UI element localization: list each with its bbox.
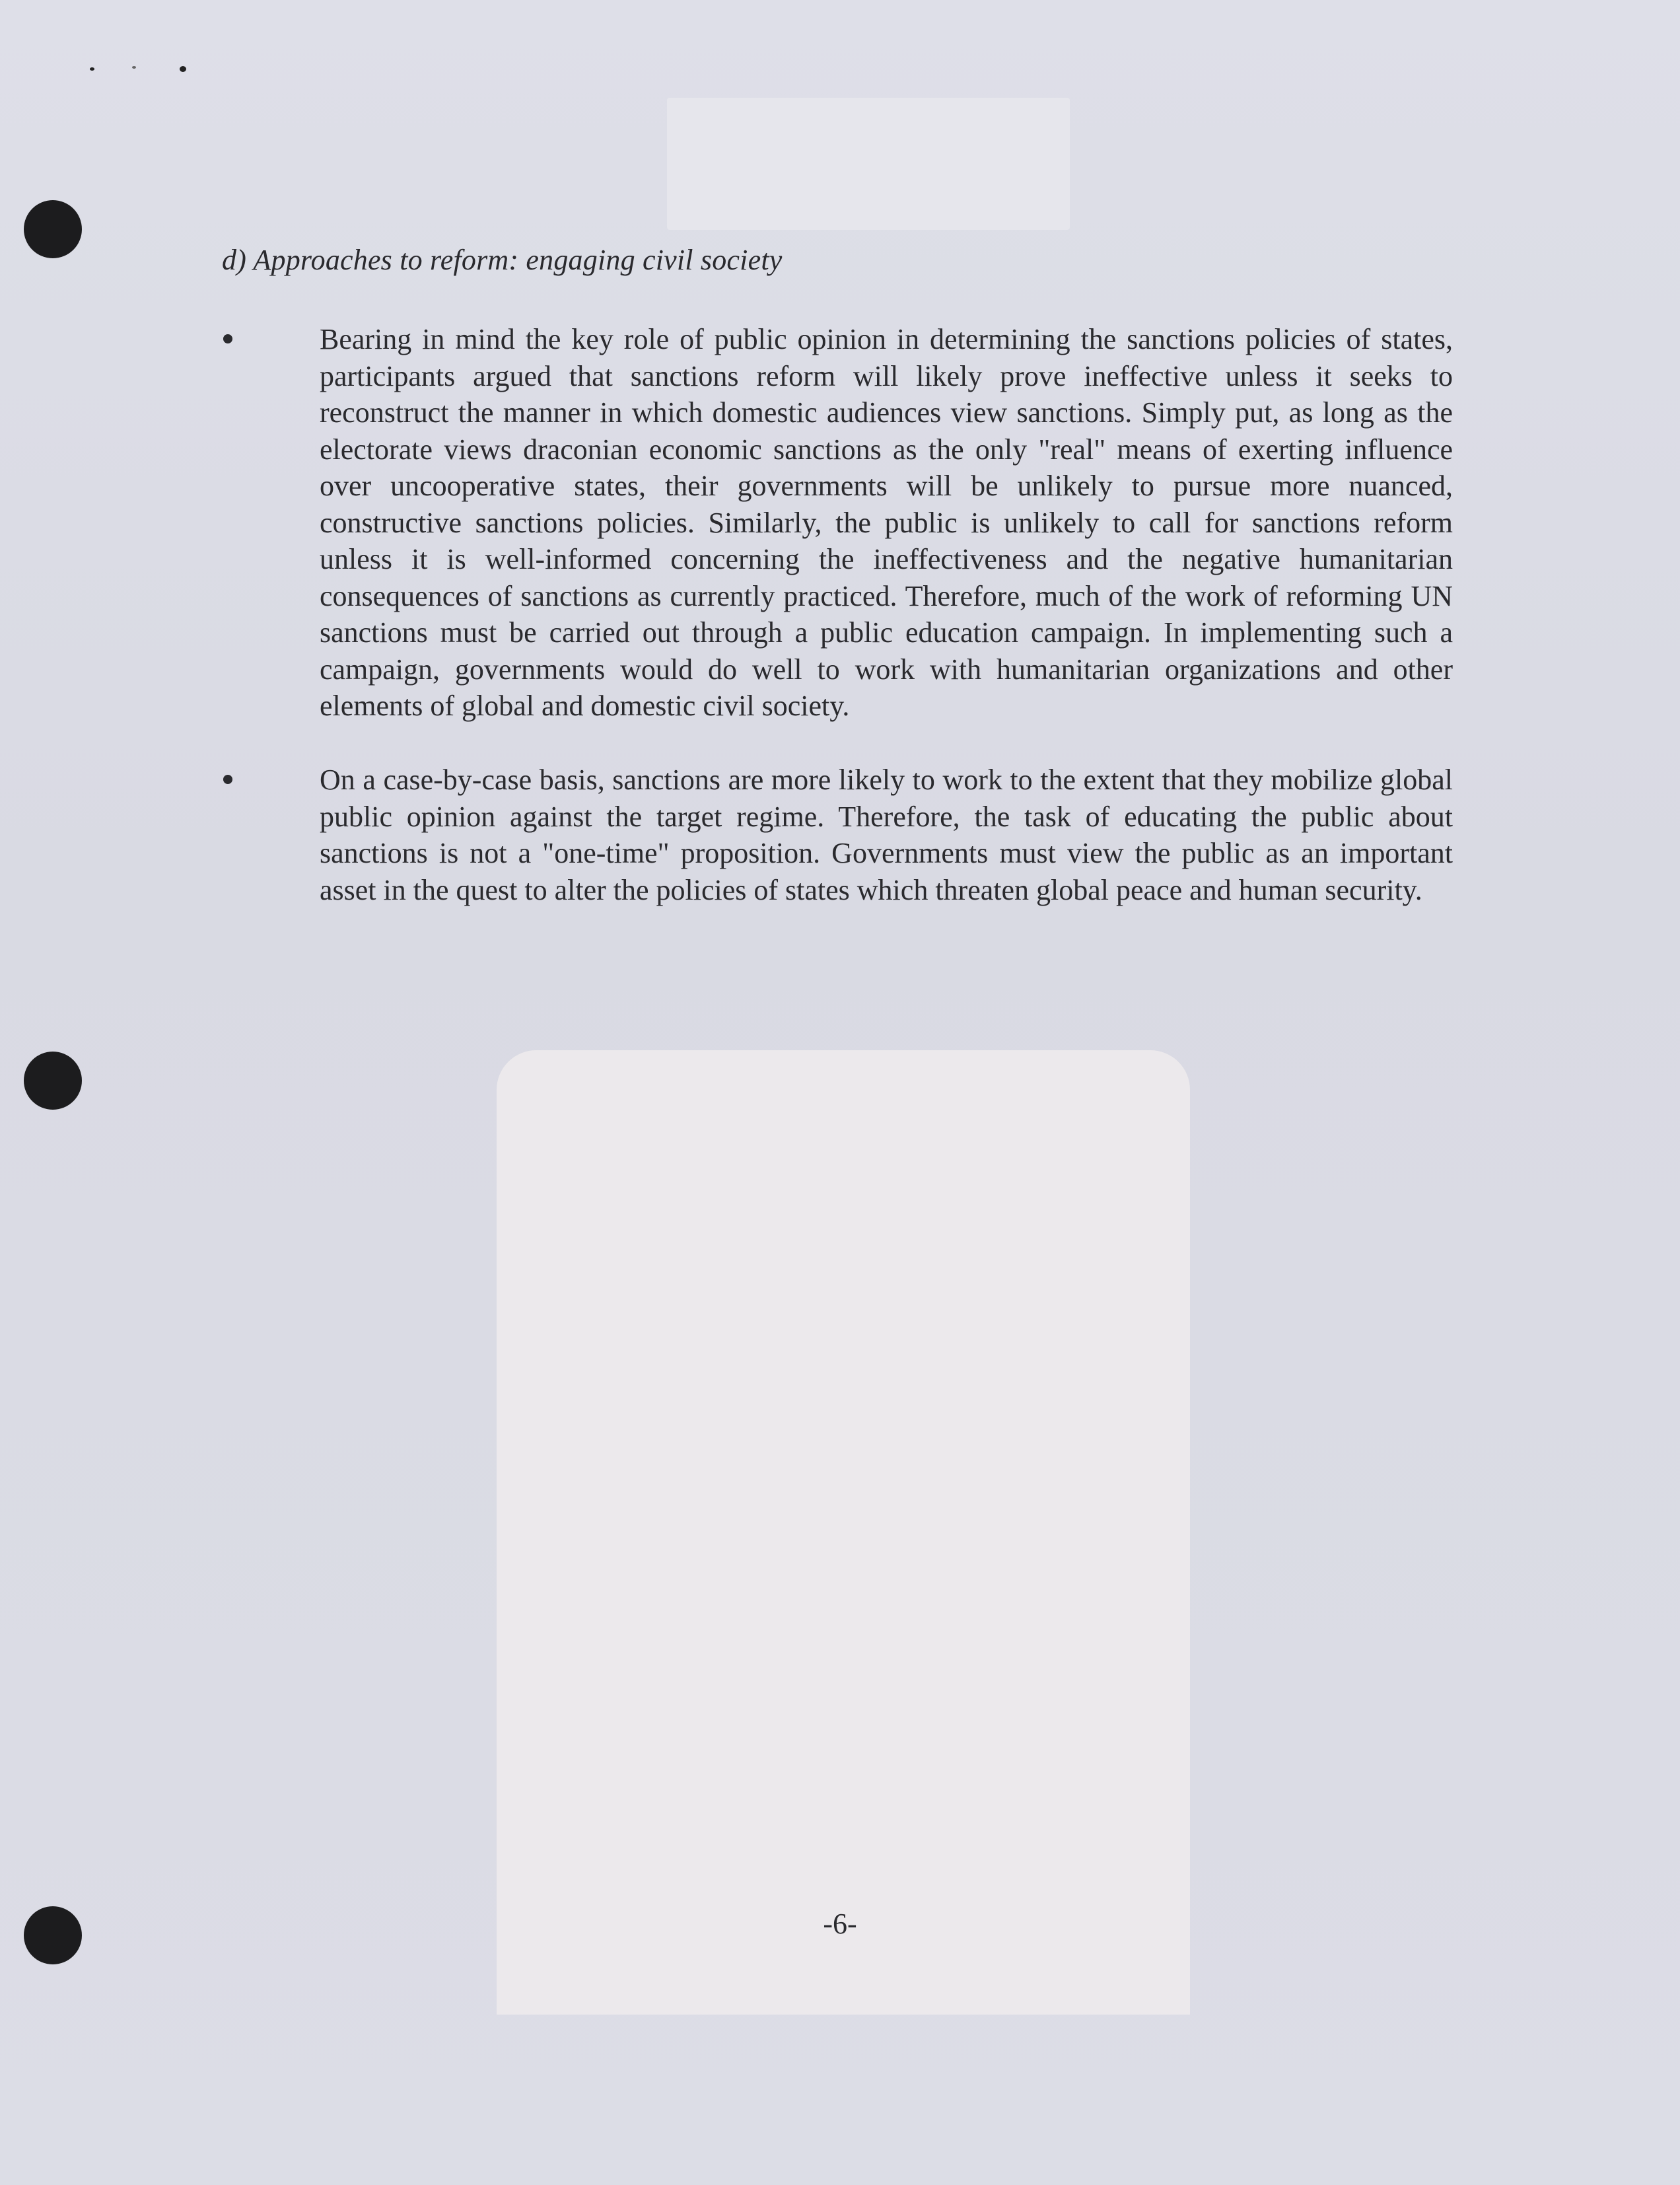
scan-speck <box>90 67 94 71</box>
bullet-text: On a case-by-case basis, sanctions are more likely to work to the extent that they mobilize global public opinion against the target regime. Therefore, the task of educating the public about sanctions is not a "one-time" proposition. Governments must view the public as an important asset in the quest to alter the policies of states which threaten global peace and human security. <box>320 764 1453 906</box>
punch-hole-icon <box>24 200 82 258</box>
bullet-text: Bearing in mind the key role of public opinion in determining the sanctions policies of states, participants argued that sanctions reform will likely prove ineffective unless it seeks to reconstruct the manner in which domestic audiences view sanctions. Simply put, as long as the electorate views draconian economic sanctions as the only "real" means of exerting influence over uncooperative states, their governments will be unlikely to pursue more nuanced, constructive sanctions policies. Similarly, the public is unlikely to call for sanctions reform unless it is well-informed concerning the ineffectiveness and the negative humanitarian consequences of sanctions as currently practiced. Therefore, much of the work of reforming UN sanctions must be carried out through a public education campaign. In implementing such a campaign, governments would do well to work with humanitarian organizations and other elements of global and domestic civil society. <box>320 323 1453 722</box>
scan-speck <box>180 66 186 72</box>
scan-speck <box>132 66 136 69</box>
section-heading: d) Approaches to reform: engaging civil society <box>222 244 783 276</box>
paper-shadow <box>497 1050 1190 2015</box>
page-number: -6- <box>823 1908 857 1940</box>
bullet-icon <box>223 775 232 784</box>
bullet-icon <box>223 334 232 343</box>
punch-hole-icon <box>24 1052 82 1110</box>
paper-shadow-top <box>667 98 1070 230</box>
